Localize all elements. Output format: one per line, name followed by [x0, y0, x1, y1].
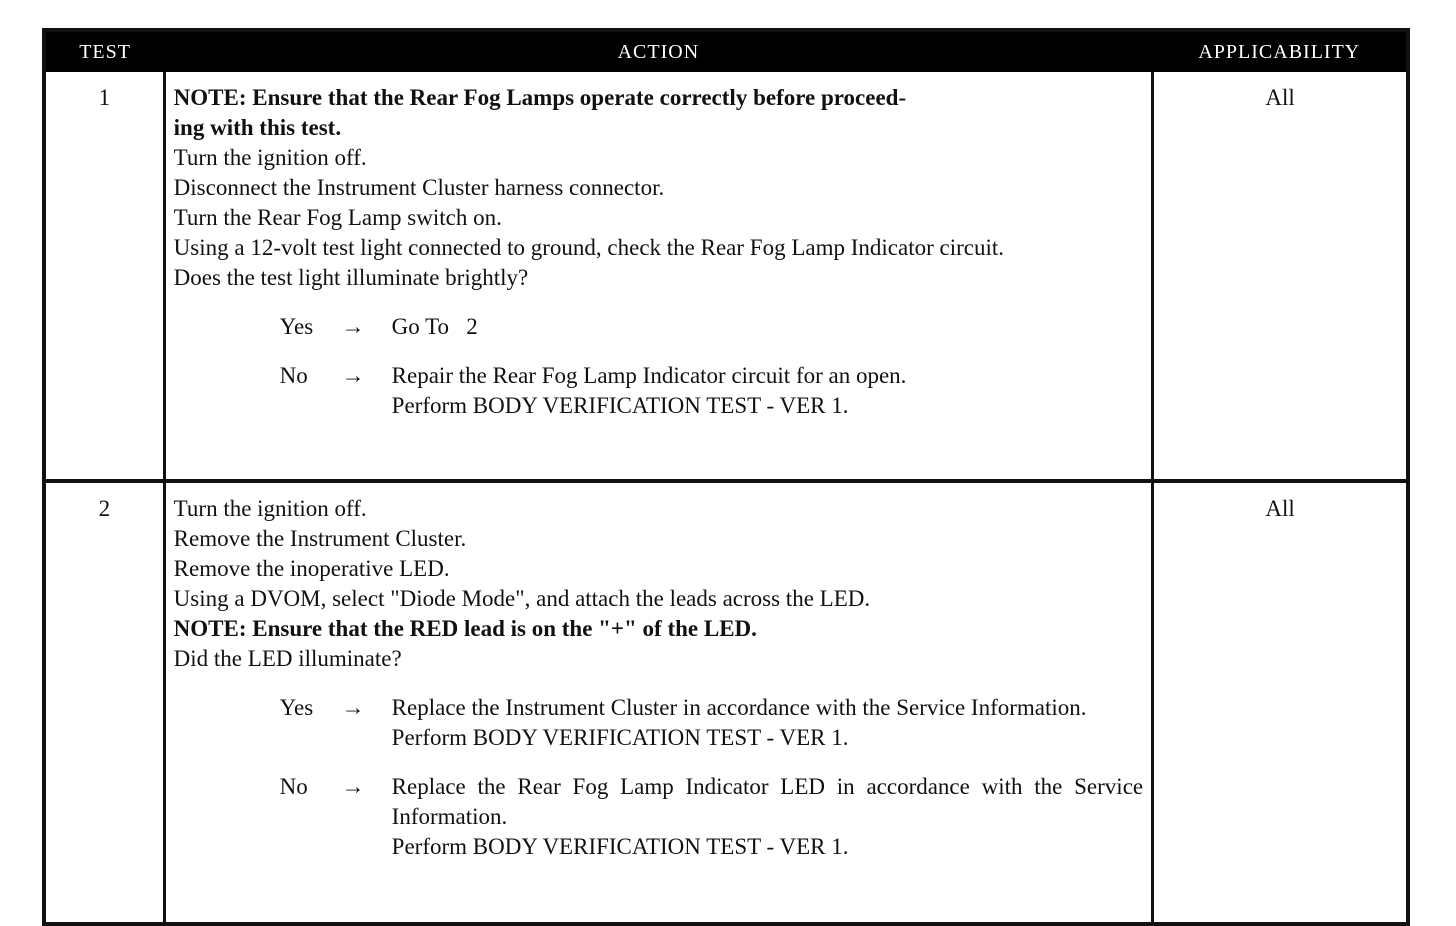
diagnostic-test-table: [42, 28, 1410, 926]
action-cell: [164, 72, 1152, 481]
response-line: Repair the Rear Fog Lamp Indicator circuit for an open.: [391, 363, 907, 388]
header-row: [44, 30, 1408, 72]
answer-label: Yes: [279, 314, 314, 339]
question-text: Does the test light illuminate brightly?: [173, 265, 529, 290]
note-text: NOTE: Ensure that the RED lead is on the "+" of the LED.: [173, 616, 757, 641]
response-line: Replace the Instrument Cluster in accordance with the Service Information.: [391, 695, 1087, 720]
response-line: Perform BODY VERIFICATION TEST - VER 1.: [391, 393, 849, 418]
arrow-right-icon: →: [341, 363, 365, 388]
arrow-right-icon: →: [341, 774, 365, 799]
test-number: 2: [44, 481, 164, 924]
answer-no: [174, 772, 1143, 862]
answer-response: [392, 312, 1143, 342]
table-row: [44, 72, 1408, 481]
answer-response: [392, 693, 1143, 753]
response-line: Go To 2: [391, 314, 478, 339]
step-text: Turn the ignition off.: [173, 496, 367, 521]
answer-label: No: [279, 363, 308, 388]
table-row: [44, 481, 1408, 924]
note-text: [174, 83, 1143, 143]
response-line: Perform BODY VERIFICATION TEST - VER 1.: [391, 725, 849, 750]
action-cell: [164, 481, 1152, 924]
step-text: Disconnect the Instrument Cluster harness connector.: [173, 175, 665, 200]
arrow-right-icon: →: [341, 695, 365, 720]
answer-label: Yes: [279, 695, 314, 720]
applicability-value: All: [1153, 481, 1408, 924]
header-action: ACTION: [164, 30, 1152, 72]
answer-response: [392, 361, 1143, 421]
step-text: Using a 12-volt test light connected to ground, check the Rear Fog Lamp Indicator circuit.: [173, 235, 1004, 260]
header-applicability: APPLICABILITY: [1153, 30, 1408, 72]
answer-label: No: [279, 774, 308, 799]
test-number: 1: [44, 72, 164, 481]
arrow-right-icon: →: [341, 314, 365, 339]
note-line: ing with this test.: [173, 115, 342, 140]
step-text: Turn the ignition off.: [173, 145, 367, 170]
answer-yes: [174, 312, 1143, 342]
response-line: Replace the Rear Fog Lamp Indicator LED in accordance with the Service Information.: [391, 774, 1144, 829]
note-line: NOTE: Ensure that the Rear Fog Lamps operate correctly before proceed-: [173, 85, 907, 110]
header-test: TEST: [44, 30, 164, 72]
step-text: Using a DVOM, select "Diode Mode", and attach the leads across the LED.: [173, 586, 871, 611]
step-text: Remove the inoperative LED.: [173, 556, 450, 581]
step-text: Turn the Rear Fog Lamp switch on.: [173, 205, 502, 230]
answer-yes: [174, 693, 1143, 753]
question-text: Did the LED illuminate?: [173, 646, 402, 671]
applicability-value: All: [1153, 72, 1408, 481]
answer-no: [174, 361, 1143, 421]
step-text: Remove the Instrument Cluster.: [173, 526, 467, 551]
response-line: Perform BODY VERIFICATION TEST - VER 1.: [391, 834, 849, 859]
answer-response: [392, 772, 1143, 862]
